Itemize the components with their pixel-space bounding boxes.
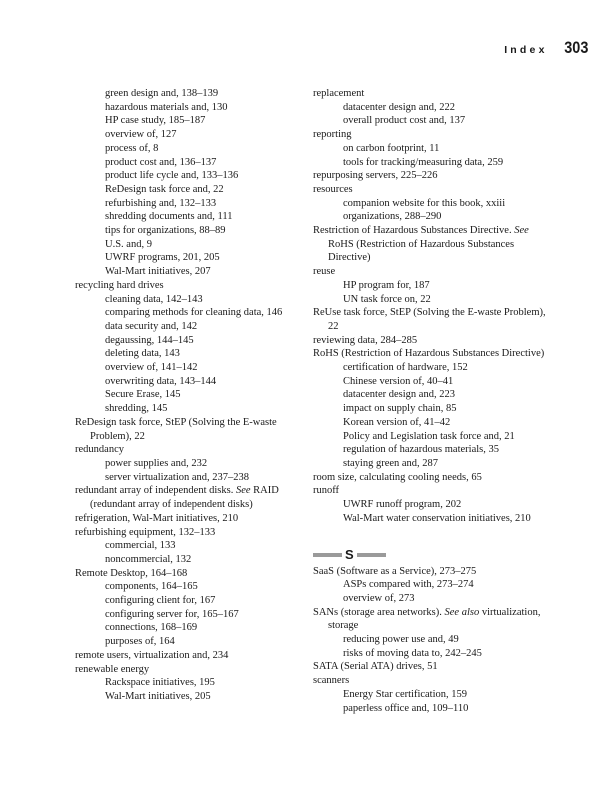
entry-text: process of, 8 [105, 142, 159, 154]
entry-text: purposes of, 164 [105, 636, 175, 648]
index-subentry [313, 114, 555, 128]
see-target: RoHS (Restriction of Hazardous Substances Directive) [328, 238, 515, 264]
index-subentry [75, 265, 303, 279]
entry-text: Chinese version of, 40–41 [343, 375, 454, 387]
index-subentry [75, 169, 303, 183]
index-subentry [75, 676, 303, 690]
index-entry [313, 265, 555, 279]
entry-text: Rackspace initiatives, 195 [105, 677, 215, 689]
entry-text: SATA (Serial ATA) drives, 51 [313, 661, 438, 673]
index-subentry [313, 416, 555, 430]
index-subentry [313, 375, 555, 389]
entry-text: datacenter design and, 223 [343, 389, 455, 401]
index-subentry [75, 471, 303, 485]
index-subentry [313, 279, 555, 293]
entry-text: components, 164–165 [105, 581, 198, 593]
entry-text: connections, 168–169 [105, 622, 198, 634]
index-subentry [313, 512, 555, 526]
entry-text: redundancy [75, 444, 124, 456]
entry-text: shredding documents and, 111 [105, 211, 233, 223]
index-subentry [75, 101, 303, 115]
index-subentry [75, 361, 303, 375]
entry-text: reporting [313, 129, 352, 141]
entry-text: datacenter design and, 222 [343, 101, 455, 113]
index-subentry [75, 183, 303, 197]
index-subentry [313, 578, 555, 592]
index-subentry [313, 443, 555, 457]
index-subentry [75, 635, 303, 649]
letter-heading-text: S [345, 546, 354, 562]
index-subentry [75, 539, 303, 553]
entry-text: shredding, 145 [105, 403, 168, 415]
entry-text: overview of, 273 [343, 592, 415, 604]
page-number: 303 [563, 38, 588, 57]
index-entry [313, 484, 555, 498]
entry-text: refrigeration, Wal-Mart initiatives, 210 [75, 512, 239, 524]
see-target: virtualization, storage [328, 606, 541, 632]
entry-text: cleaning data, 142–143 [105, 293, 203, 305]
index-subentry [313, 197, 555, 211]
index-entry [75, 567, 303, 581]
entry-text: deleting data, 143 [105, 348, 180, 360]
index-entry [75, 443, 303, 457]
entry-text: redundant array of independent disks. [75, 485, 234, 497]
running-header [504, 38, 588, 58]
entry-text: power supplies and, 232 [105, 457, 208, 469]
index-entry [75, 512, 303, 526]
entry-text: product cost and, 136–137 [105, 156, 217, 168]
index-entry [313, 471, 555, 485]
entry-text: on carbon footprint, 11 [343, 142, 440, 154]
heading-rule [357, 553, 386, 557]
entry-text: overview of, 127 [105, 129, 177, 141]
entry-text: resources [313, 183, 353, 195]
entry-text: overview of, 141–142 [105, 362, 198, 374]
see-reference: See [514, 225, 529, 237]
entry-text: ASPs compared with, 273–274 [343, 579, 474, 591]
entry-text: staying green and, 287 [343, 457, 439, 469]
index-subentry [313, 647, 555, 661]
index-subentry [75, 594, 303, 608]
entry-text: green design and, 138–139 [105, 88, 219, 99]
section-title: Index [504, 44, 548, 56]
index-subentry [313, 156, 555, 170]
entry-text: SANs (storage area networks). [313, 606, 442, 618]
index-subentry [313, 633, 555, 647]
entry-text: UWRF programs, 201, 205 [105, 252, 220, 264]
index-entry [75, 416, 303, 443]
index-subentry [75, 402, 303, 416]
index-subentry [313, 457, 555, 471]
entry-text: room size, calculating cooling needs, 65 [313, 471, 482, 483]
entry-text: UN task force on, 22 [343, 293, 431, 305]
index-entry [75, 663, 303, 677]
entry-text: Remote Desktop, 164–168 [75, 567, 188, 579]
entry-text: certification of hardware, 152 [343, 362, 468, 374]
see-reference: See also [444, 606, 480, 618]
entry-text: commercial, 133 [105, 540, 176, 552]
index-subentry [75, 210, 303, 224]
see-target: RAID (redundant array of independent disks) [90, 485, 279, 511]
index-entry [313, 334, 555, 348]
index-subentry [313, 293, 555, 307]
index-subentry [75, 608, 303, 622]
entry-text: recycling hard drives [75, 279, 164, 291]
index-entry [313, 87, 555, 101]
entry-text: Policy and Legislation task force and, 21 [343, 430, 515, 442]
entry-text: remote users, virtualization and, 234 [75, 649, 229, 661]
index-entry [313, 347, 555, 361]
index-subentry [75, 621, 303, 635]
index-subentry [75, 457, 303, 471]
index-subentry [75, 224, 303, 238]
index-subentry [75, 306, 303, 320]
entry-text: Secure Erase, 145 [105, 389, 181, 401]
entry-text: HP case study, 185–187 [105, 115, 206, 127]
index-subentry [75, 320, 303, 334]
index-entry [75, 649, 303, 663]
entry-text: product life cycle and, 133–136 [105, 170, 239, 182]
index-entry [313, 606, 555, 633]
index-subentry [75, 156, 303, 170]
entry-text: UWRF runoff program, 202 [343, 499, 462, 511]
entry-text: ReDesign task force and, 22 [105, 183, 224, 195]
entry-text: data security and, 142 [105, 320, 198, 332]
index-subentry [75, 388, 303, 402]
index-entry [313, 128, 555, 142]
index-subentry [75, 128, 303, 142]
index-entry [313, 660, 555, 674]
index-entry [313, 169, 555, 183]
entry-text: overall product cost and, 137 [343, 115, 466, 127]
index-subentry [313, 702, 555, 716]
entry-text: reuse [313, 266, 336, 278]
index-subentry [75, 293, 303, 307]
entry-text: HP program for, 187 [343, 279, 430, 291]
index-subentry [75, 580, 303, 594]
index-entry [75, 484, 303, 511]
entry-text: overwriting data, 143–144 [105, 375, 217, 387]
entry-text: ReDesign task force, StEP (Solving the E-waste Problem), 22 [75, 416, 277, 442]
index-subentry [75, 238, 303, 252]
entry-text: renewable energy [75, 663, 150, 675]
index-subentry [75, 87, 303, 101]
index-subentry [75, 347, 303, 361]
index-entry [313, 183, 555, 197]
index-subentry [75, 375, 303, 389]
heading-rule [313, 553, 342, 557]
entry-text: tips for organizations, 88–89 [105, 225, 226, 237]
index-subentry [75, 334, 303, 348]
index-subentry [313, 430, 555, 444]
see-reference: See [235, 485, 251, 497]
index-column-right [313, 87, 555, 715]
entry-text: reducing power use and, 49 [343, 634, 459, 646]
entry-text: degaussing, 144–145 [105, 334, 194, 346]
entry-text: risks of moving data to, 242–245 [343, 647, 482, 659]
entry-text: noncommercial, 132 [105, 553, 192, 565]
index-subentry [75, 142, 303, 156]
entry-text: paperless office and, 109–110 [343, 702, 469, 714]
entry-text: impact on supply chain, 85 [343, 403, 457, 415]
index-subentry [75, 251, 303, 265]
index-entry [313, 674, 555, 688]
entry-text: companion website for this book, xxiii [343, 197, 506, 209]
index-entry [313, 565, 555, 579]
index-entry [313, 306, 555, 333]
letter-heading [313, 548, 555, 562]
entry-text: configuring server for, 165–167 [105, 608, 239, 620]
entry-text: RoHS (Restriction of Hazardous Substances Directive) [313, 348, 545, 360]
entry-text: server virtualization and, 237–238 [105, 471, 250, 483]
entry-text: SaaS (Software as a Service), 273–275 [313, 565, 477, 577]
entry-text: tools for tracking/measuring data, 259 [343, 156, 504, 168]
index-entry [75, 279, 303, 293]
index-subentry [313, 142, 555, 156]
index-subentry [313, 388, 555, 402]
entry-text: replacement [313, 88, 365, 99]
entry-text: U.S. and, 9 [105, 238, 152, 250]
entry-text: repurposing servers, 225–226 [313, 170, 438, 182]
entry-text: organizations, 288–290 [343, 211, 442, 223]
entry-text: reviewing data, 284–285 [313, 334, 418, 346]
index-subentry [75, 553, 303, 567]
index-entry [313, 224, 555, 265]
entry-text: scanners [313, 675, 350, 687]
index-entry [75, 526, 303, 540]
index-column-left [75, 87, 303, 704]
entry-text: Wal-Mart initiatives, 205 [105, 690, 211, 702]
index-subentry [313, 498, 555, 512]
entry-text: Korean version of, 41–42 [343, 416, 451, 428]
index-subentry [313, 592, 555, 606]
index-subentry [313, 101, 555, 115]
index-subentry [313, 688, 555, 702]
entry-text: hazardous materials and, 130 [105, 101, 228, 113]
index-subentry [313, 210, 555, 224]
entry-text: comparing methods for cleaning data, 146 [105, 307, 283, 319]
entry-text: refurbishing equipment, 132–133 [75, 526, 216, 538]
entry-text: Restriction of Hazardous Substances Directive. [313, 225, 512, 237]
index-subentry [75, 690, 303, 704]
entry-text: configuring client for, 167 [105, 595, 216, 607]
entry-text: refurbishing and, 132–133 [105, 197, 217, 209]
entry-text: Wal-Mart water conservation initiatives, 210 [343, 512, 531, 524]
index-subentry [313, 361, 555, 375]
entry-text: Wal-Mart initiatives, 207 [105, 266, 211, 278]
entry-text: ReUse task force, StEP (Solving the E-waste Problem), 22 [313, 307, 546, 332]
index-subentry [313, 402, 555, 416]
entry-text: runoff [313, 485, 340, 497]
index-subentry [75, 197, 303, 211]
entry-text: regulation of hazardous materials, 35 [343, 444, 499, 456]
entry-text: Energy Star certification, 159 [343, 688, 468, 700]
index-subentry [75, 114, 303, 128]
